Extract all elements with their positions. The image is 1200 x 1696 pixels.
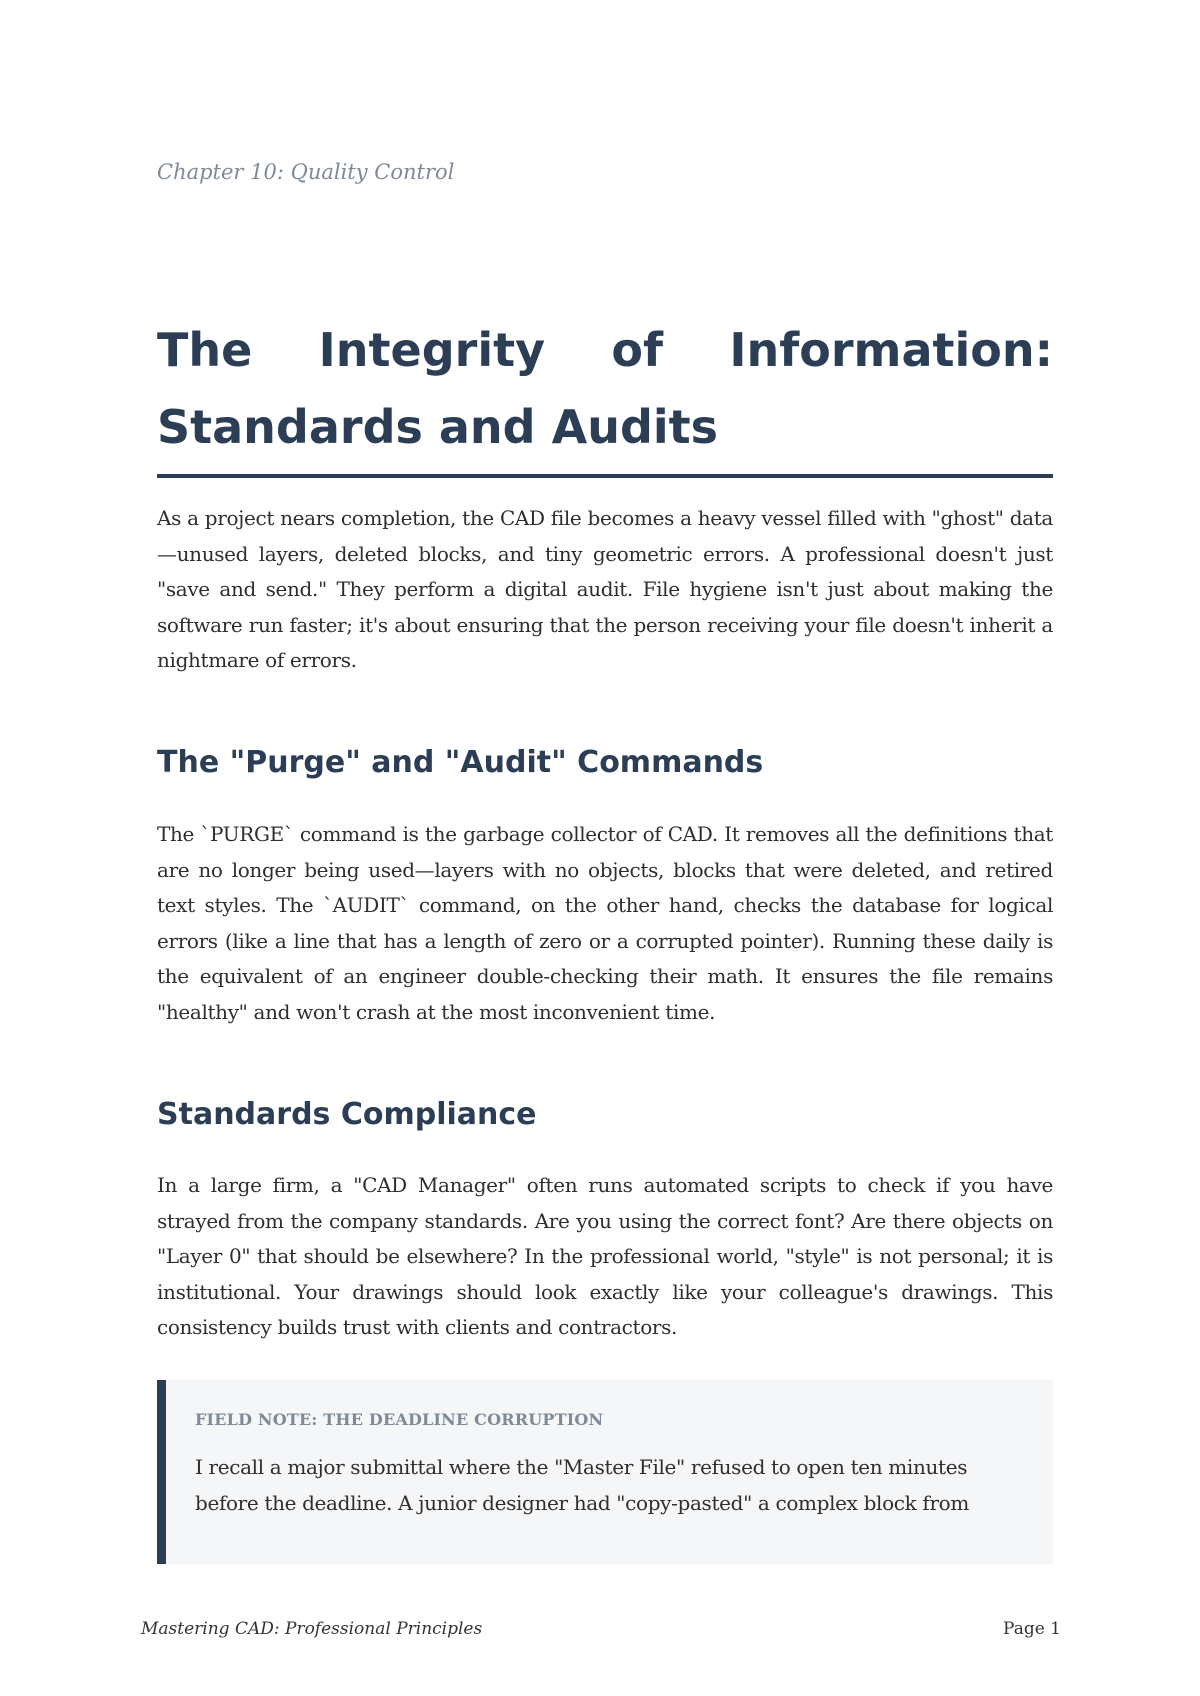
field-note-label: FIELD NOTE: THE DEADLINE CORRUPTION	[195, 1410, 604, 1429]
intro-paragraph: As a project nears completion, the CAD file becomes a heavy vessel filled with "ghost" data—unused layers, deleted blocks, and tiny geometric errors. A professional doesn't just "save and send." They perform a digital audit. File hygiene isn't just about making the software run faster; it's about ensuring that the person receiving your file doesn't inherit a nightmare of errors.	[157, 506, 1053, 672]
page-footer	[141, 1619, 1061, 1639]
footer-page-number: Page 1	[1003, 1619, 1061, 1639]
title-divider	[157, 474, 1053, 478]
section-body-standards: In a large firm, a "CAD Manager" often runs automated scripts to check if you have strayed from the company standards. Are you using the correct font? Are there objects on "Layer 0" that should be elsewhere? In the professional world, "style" is not personal; it is institutional. Your drawings should look exactly like your colleague's drawings. This consistency builds trust with clients and contractors.	[157, 1173, 1053, 1339]
section-heading-standards: Standards Compliance	[157, 1097, 537, 1132]
chapter-label: Chapter 10: Quality Control	[157, 160, 455, 184]
page-title: The Integrity of Information: Standards and Audits	[157, 323, 1053, 454]
footer-book-title: Mastering CAD: Professional Principles	[141, 1619, 483, 1639]
field-note-text: I recall a major submittal where the "Master File" refused to open ten minutes before the deadline. A junior designer had "copy-pasted" a complex block from	[195, 1455, 969, 1515]
section-heading-purge-audit: The "Purge" and "Audit" Commands	[157, 745, 764, 780]
field-note-callout	[157, 1380, 1053, 1564]
section-body-purge-audit: The `PURGE` command is the garbage collector of CAD. It removes all the definitions that are no longer being used—layers with no objects, blocks that were deleted, and retired text styles. The `AUDIT` command, on the other hand, checks the database for logical errors (like a line that has a length of zero or a corrupted pointer). Running these daily is the equivalent of an engineer double-checking their math. It ensures the file remains "healthy" and won't crash at the most inconvenient time.	[157, 822, 1053, 1024]
